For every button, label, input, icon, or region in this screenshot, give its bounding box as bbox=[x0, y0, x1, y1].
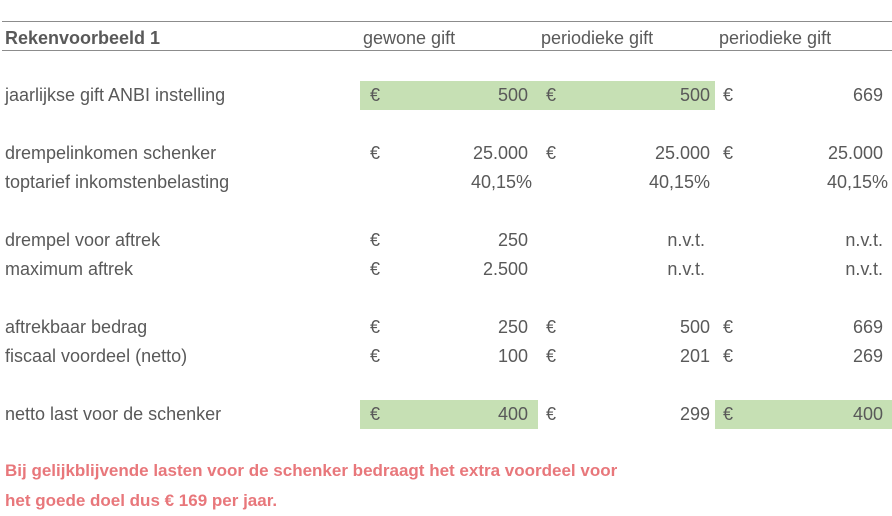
col-header-gewone-gift: gewone gift bbox=[363, 28, 456, 48]
cell-periodieke-gift-1 bbox=[538, 313, 715, 342]
cell-value: 669 bbox=[852, 85, 883, 105]
cell-periodieke-gift-1 bbox=[538, 226, 715, 255]
cell-periodieke-gift-2 bbox=[715, 255, 892, 284]
cell-value: 201 bbox=[679, 346, 710, 366]
cell-periodieke-gift-2 bbox=[715, 342, 892, 371]
currency-symbol: € bbox=[723, 85, 734, 105]
cell-value: n.v.t. bbox=[667, 230, 705, 250]
currency-symbol: € bbox=[546, 317, 557, 337]
table-title: Rekenvoorbeeld 1 bbox=[5, 28, 161, 48]
cell-value: n.v.t. bbox=[845, 230, 883, 250]
col-header-periodieke-gift-2: periodieke gift bbox=[719, 28, 832, 48]
cell-periodieke-gift-1 bbox=[538, 168, 715, 197]
cell-periodieke-gift-1 bbox=[538, 255, 715, 284]
cell-value: 25.000 bbox=[654, 143, 710, 163]
cell-value: 500 bbox=[497, 85, 528, 105]
row-label: maximum aftrek bbox=[5, 259, 134, 279]
cell-periodieke-gift-1 bbox=[538, 400, 715, 429]
cell-value: 400 bbox=[497, 404, 528, 424]
cell-value: 250 bbox=[497, 317, 528, 337]
cell-value: 2.500 bbox=[482, 259, 528, 279]
row-jaarlijkse-gift bbox=[0, 81, 892, 110]
note-line-1: Bij gelijkblijvende lasten voor de schenker bedraagt het extra voordeel voor bbox=[5, 461, 618, 480]
cell-value: 269 bbox=[852, 346, 883, 366]
conclusion-note bbox=[5, 456, 765, 516]
cell-periodieke-gift-1 bbox=[538, 139, 715, 168]
cell-gewone-gift bbox=[360, 168, 538, 197]
cell-gewone-gift bbox=[360, 255, 538, 284]
currency-symbol: € bbox=[723, 346, 734, 366]
cell-value: 500 bbox=[679, 317, 710, 337]
col-header-periodieke-gift-1: periodieke gift bbox=[541, 28, 654, 48]
currency-symbol: € bbox=[370, 404, 381, 424]
row-label: aftrekbaar bedrag bbox=[5, 317, 148, 337]
cell-value: 25.000 bbox=[472, 143, 528, 163]
cell-gewone-gift bbox=[360, 81, 538, 110]
currency-symbol: € bbox=[546, 346, 557, 366]
cell-periodieke-gift-1 bbox=[538, 81, 715, 110]
row-drempel-voor-aftrek bbox=[0, 226, 892, 255]
cell-periodieke-gift-2 bbox=[715, 139, 892, 168]
row-drempelinkomen bbox=[0, 139, 892, 168]
cell-value: 40,15% bbox=[470, 172, 532, 192]
currency-symbol: € bbox=[546, 85, 557, 105]
row-netto-last bbox=[0, 400, 892, 429]
cell-gewone-gift bbox=[360, 139, 538, 168]
currency-symbol: € bbox=[723, 317, 734, 337]
row-fiscaal-voordeel bbox=[0, 342, 892, 371]
cell-periodieke-gift-2 bbox=[715, 168, 892, 197]
cell-value: 25.000 bbox=[827, 143, 883, 163]
currency-symbol: € bbox=[370, 346, 381, 366]
currency-symbol: € bbox=[546, 404, 557, 424]
cell-value: 40,15% bbox=[826, 172, 888, 192]
row-label: toptarief inkomstenbelasting bbox=[5, 172, 230, 192]
cell-value: 40,15% bbox=[648, 172, 710, 192]
row-label: drempelinkomen schenker bbox=[5, 143, 217, 163]
currency-symbol: € bbox=[370, 85, 381, 105]
cell-value: 500 bbox=[679, 85, 710, 105]
cell-value: 299 bbox=[679, 404, 710, 424]
cell-periodieke-gift-2 bbox=[715, 81, 892, 110]
cell-gewone-gift bbox=[360, 226, 538, 255]
row-label: fiscaal voordeel (netto) bbox=[5, 346, 188, 366]
currency-symbol: € bbox=[723, 404, 734, 424]
cell-gewone-gift bbox=[360, 313, 538, 342]
row-maximum-aftrek bbox=[0, 255, 892, 284]
row-label: jaarlijkse gift ANBI instelling bbox=[5, 85, 226, 105]
header-row bbox=[0, 24, 892, 53]
top-border bbox=[2, 21, 892, 22]
cell-periodieke-gift-2 bbox=[715, 400, 892, 429]
cell-periodieke-gift-2 bbox=[715, 226, 892, 255]
currency-symbol: € bbox=[546, 143, 557, 163]
cell-value: n.v.t. bbox=[845, 259, 883, 279]
cell-gewone-gift bbox=[360, 342, 538, 371]
cell-value: n.v.t. bbox=[667, 259, 705, 279]
cell-value: 100 bbox=[497, 346, 528, 366]
cell-gewone-gift bbox=[360, 400, 538, 429]
row-aftrekbaar-bedrag bbox=[0, 313, 892, 342]
currency-symbol: € bbox=[370, 259, 381, 279]
currency-symbol: € bbox=[370, 230, 381, 250]
cell-value: 250 bbox=[497, 230, 528, 250]
row-toptarief bbox=[0, 168, 892, 197]
row-label: drempel voor aftrek bbox=[5, 230, 161, 250]
cell-periodieke-gift-2 bbox=[715, 313, 892, 342]
currency-symbol: € bbox=[370, 143, 381, 163]
cell-periodieke-gift-1 bbox=[538, 342, 715, 371]
cell-value: 400 bbox=[852, 404, 883, 424]
currency-symbol: € bbox=[723, 143, 734, 163]
cell-value: 669 bbox=[852, 317, 883, 337]
header-border bbox=[2, 50, 892, 51]
row-label: netto last voor de schenker bbox=[5, 404, 222, 424]
note-line-2: het goede doel dus € 169 per jaar. bbox=[5, 491, 278, 510]
currency-symbol: € bbox=[370, 317, 381, 337]
